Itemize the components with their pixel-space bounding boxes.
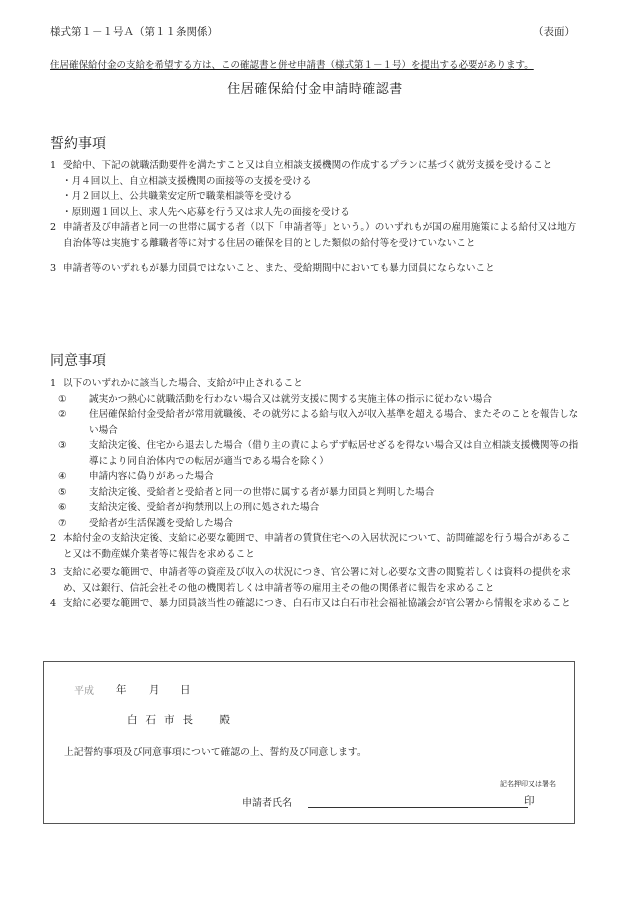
sub-item-mark: ③ [58,440,67,451]
pledge-item-2 [50,220,580,251]
pledge-item-text: 申請者等のいずれもが暴力団員ではないこと、また、受給期間中においても暴力団員にならないこと [63,263,495,274]
sub-item-mark: ⑤ [58,486,67,498]
day-label: 日 [180,684,191,696]
consent-item-text: 支給に必要な範囲で、暴力団員該当性の確認につき、白石市又は白石市社会福祉協議会が官公署から情報を求めること [63,598,571,609]
consent-item-3 [50,565,580,596]
pledge-bullet: ・月４回以上、自立相談支援機関の面接等の支援を受ける [62,175,312,187]
addressee: 白石市長 殿 [127,714,238,726]
pledge-item-1 [50,158,580,174]
sub-item-text: 申請内容に偽りがあった場合 [89,471,214,482]
month-label: 月 [149,684,160,696]
sub-item-text: 支給決定後、住宅から退去した場合（借り主の責によらずず転居せざるを得ない場合又は自立相談支援機関等の指導により同自治体内での転居が適当である場合を除く） [89,440,579,467]
applicant-name-field[interactable] [308,807,528,808]
consent-sub-item [50,485,580,501]
era-label: 平成 [74,686,94,697]
consent-item-text: 以下のいずれかに該当した場合、支給が中止されること [63,378,303,389]
consent-item-number: 4 [50,598,57,609]
form-number: 様式第１－１号Ａ（第１１条関係） [50,26,218,38]
pledge-bullet: ・原則週１回以上、求人先へ応募を行う又は求人先の面接を受ける [62,206,350,218]
applicant-name-label: 申請者氏名 [242,798,292,809]
sub-item-mark: ⑥ [58,502,67,513]
consent-sub-item [50,392,580,408]
sub-item-mark: ④ [58,471,67,482]
pledge-item-text: 受給中、下記の就職活動要件を満たすこと又は自立相談支援機関の作成するプランに基づく就労支援を受けること [63,160,553,171]
pledge-heading: 誓約事項 [50,136,106,152]
sub-item-mark: ② [58,409,67,420]
pledge-item-text: 申請者及び申請者と同一の世帯に属する者（以下「申請者等」という。）のいずれもが国の雇用施策による給付又は地方自治体等は実施する離職者等に対する住居の確保を目的とした類似の給付等を受けていないこと [63,222,577,249]
consent-sub-item [50,516,580,532]
consent-sub-item [50,407,580,438]
consent-sub-item [50,500,580,516]
pledge-list [50,158,580,277]
sub-item-mark: ⑦ [58,517,67,529]
pledge-item-number: 1 [50,160,57,171]
sub-item-text: 住居確保給付金受給者が常用就職後、その就労による給与収入が収入基準を超える場合、またそのことを報告しない場合 [89,409,579,436]
document-title: 住居確保給付金申請時確認書 [227,82,403,97]
seal-note: 記名押印又は署名 [500,780,556,788]
pledge-item-number: 2 [50,222,57,233]
consent-heading: 同意事項 [50,353,106,369]
consent-sub-item [50,469,580,485]
consent-item-text: 本給付金の支給決定後、支給に必要な範囲で、申請者の賃貸住宅への入居状況について、訪問確認を行う場合があること又は不動産媒介業者等に報告を求めること [63,533,571,560]
sub-item-text: 誠実かつ熱心に就職活動を行わない場合又は就労支援に関する実施主体の指示に従わない場合 [89,393,492,405]
consent-item-text: 支給に必要な範囲で、申請者等の資産及び収入の状況につき、官公署に対し必要な文書の閲覧若しくは資料の提供を求め、又は銀行、信託会社その他の機関若しくは申請者等の雇用主その他の関係者に報告を求めること [63,567,571,594]
consent-sub-item [50,438,580,469]
consent-item-number: 1 [50,378,57,389]
consent-item-2 [50,531,580,562]
consent-item-number: 3 [50,567,57,578]
seal-mark: 印 [524,795,535,807]
consent-list [50,376,580,612]
year-label: 年 [116,684,127,696]
sub-item-text: 受給者が生活保護を受給した場合 [89,517,233,529]
consent-item-1 [50,376,580,392]
submission-notice: 住居確保給付金の支給を希望する方は、この確認書と併せ申請書（様式第１－１号）を提出する必要があります。 [50,60,534,71]
declaration-text: 上記誓約事項及び同意事項について確認の上、誓約及び同意します。 [64,747,367,758]
consent-item-number: 2 [50,533,57,544]
sub-item-text: 支給決定後、受給者と受給者と同一の世帯に属する者が暴力団員と判明した場合 [89,486,435,498]
signature-box [43,661,575,824]
pledge-item-3 [50,261,580,277]
consent-item-4 [50,596,580,612]
pledge-item-number: 3 [50,263,57,274]
side-label: （表面） [533,26,575,38]
sub-item-mark: ① [58,393,67,405]
sub-item-text: 支給決定後、受給者が拘禁刑以上の刑に処された場合 [89,502,320,513]
pledge-bullet: ・月２回以上、公共職業安定所で職業相談等を受ける [62,191,293,202]
